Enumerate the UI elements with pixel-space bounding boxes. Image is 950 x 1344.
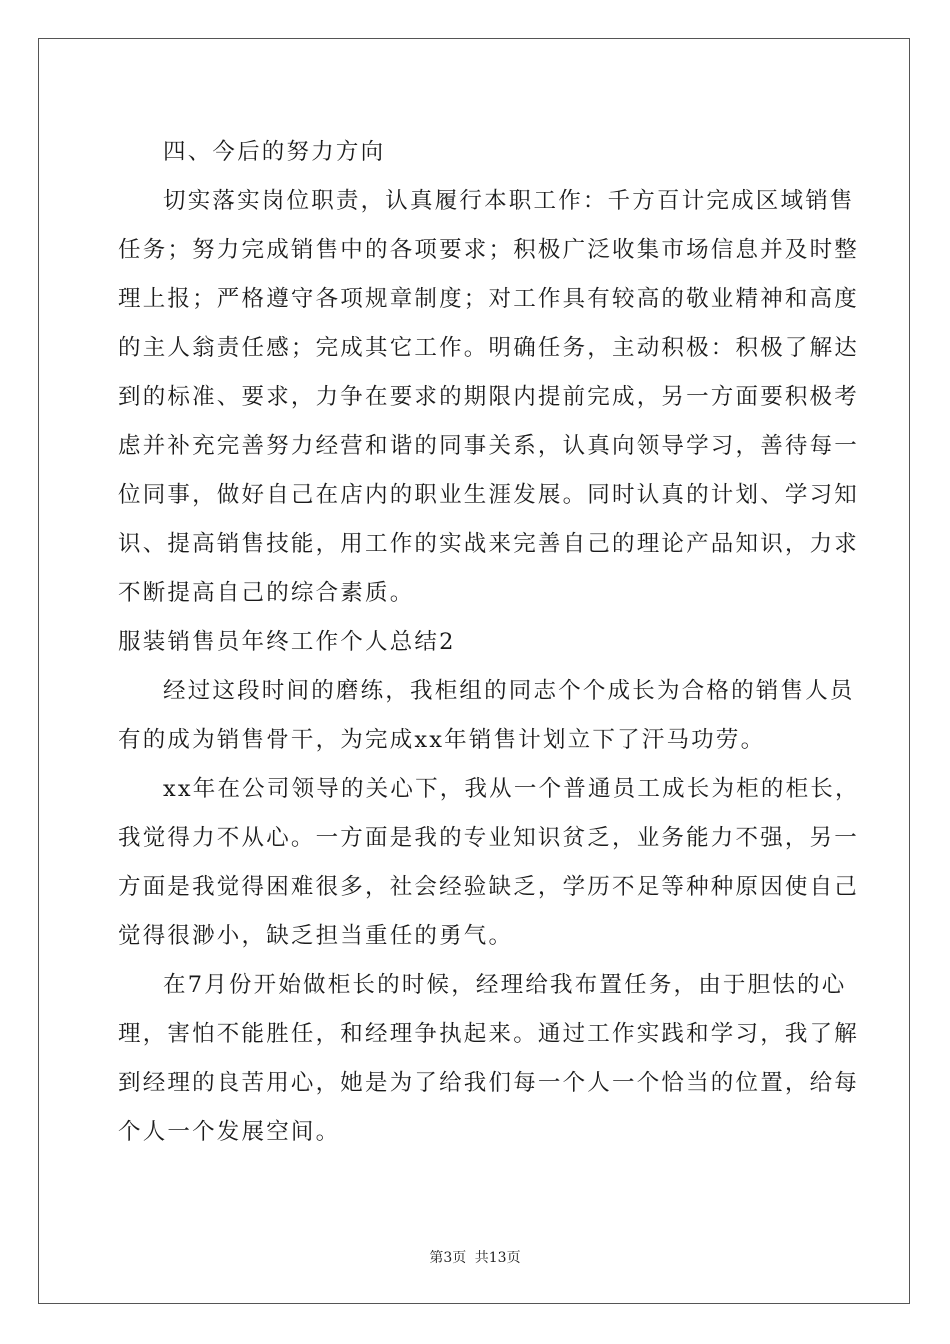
text-line: 不断提高自己的综合素质。: [118, 580, 415, 606]
page-footer: [0, 1247, 950, 1267]
current-page-label: 第3页: [429, 1250, 467, 1266]
text-line: 虑并补充完善努力经营和谐的同事关系，认真向领导学习，善待每一: [118, 433, 860, 459]
text-line: 理上报；严格遵守各项规章制度；对工作具有较高的敬业精神和高度: [118, 286, 860, 312]
text-line: 经过这段时间的磨练，我柜组的同志个个成长为合格的销售人员: [163, 678, 855, 704]
text-line: 服装销售员年终工作个人总结2: [118, 629, 456, 655]
document-body: [118, 128, 860, 1157]
text-line: 方面是我觉得困难很多，社会经验缺乏，学历不足等种种原因使自己: [118, 874, 860, 900]
text-line: 到的标准、要求，力争在要求的期限内提前完成，另一方面要积极考: [118, 384, 860, 410]
text-line: 在7月份开始做柜长的时候，经理给我布置任务，由于胆怯的心: [163, 972, 847, 998]
text-line: 任务；努力完成销售中的各项要求；积极广泛收集市场信息并及时整: [118, 237, 860, 263]
text-line: 切实落实岗位职责，认真履行本职工作：千方百计完成区域销售: [163, 188, 855, 214]
text-line: 有的成为销售骨干，为完成xx年销售计划立下了汗马功劳。: [118, 727, 766, 753]
text-line: 到经理的良苦用心，她是为了给我们每一个人一个恰当的位置，给每: [118, 1070, 860, 1096]
text-line: xx年在公司领导的关心下，我从一个普通员工成长为柜的柜长，: [163, 776, 860, 802]
text-line: 位同事，做好自己在店内的职业生涯发展。同时认真的计划、学习知: [118, 482, 860, 508]
total-pages-label: 共13页: [474, 1250, 521, 1266]
text-line: 我觉得力不从心。一方面是我的专业知识贫乏，业务能力不强，另一: [118, 825, 860, 851]
text-line: 理，害怕不能胜任，和经理争执起来。通过工作实践和学习，我了解: [118, 1021, 860, 1047]
text-line: 识、提高销售技能，用工作的实战来完善自己的理论产品知识，力求: [118, 531, 860, 557]
text-line: 个人一个发展空间。: [118, 1119, 341, 1145]
text-line: 觉得很渺小，缺乏担当重任的勇气。: [118, 923, 514, 949]
text-line: 四、今后的努力方向: [163, 139, 386, 165]
text-line: 的主人翁责任感；完成其它工作。明确任务，主动积极：积极了解达: [118, 335, 860, 361]
